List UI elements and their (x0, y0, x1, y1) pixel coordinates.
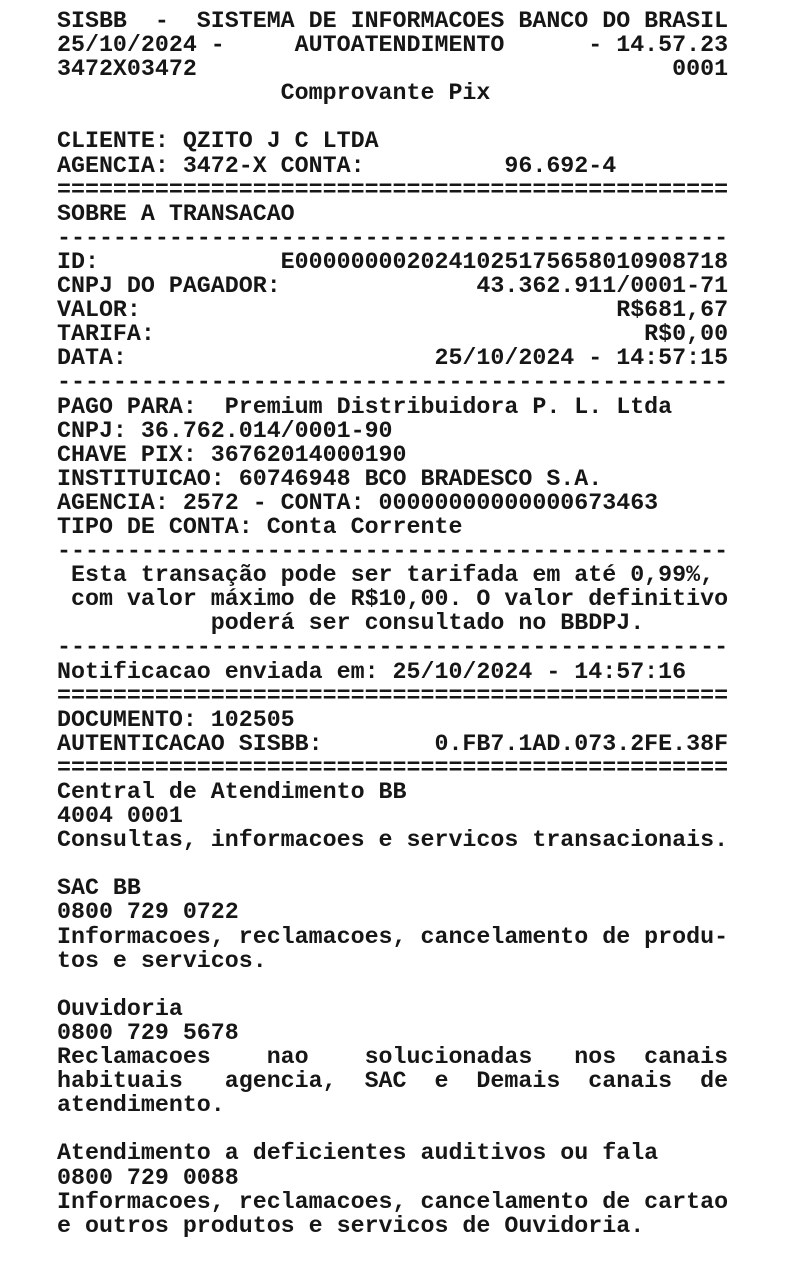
section-transaction (57, 202, 785, 395)
section-footer-ouvidoria (57, 997, 785, 1142)
fee-note-line-1: Esta transação pode ser tarifada em até 0,99%, (57, 562, 715, 589)
fee-note-line-2: com valor máximo de R$10,00. O valor definitivo (57, 586, 729, 613)
central-atendimento-title: Central de Atendimento BB (57, 779, 407, 805)
pix-key-line: CHAVE PIX: 36762014000190 (57, 441, 407, 468)
section-payee (57, 395, 785, 564)
deficientes-title: Atendimento a deficientes auditivos ou fala (57, 1140, 659, 1167)
authentication-sisbb-line: AUTENTICACAO SISBB: 0.FB7.1AD.073.2FE.38F (57, 730, 729, 757)
section-authentication (57, 708, 785, 780)
blank-line (57, 973, 785, 997)
client-name-line: CLIENTE: QZITO J C LTDA (57, 128, 379, 155)
section-fee-note (57, 563, 785, 659)
sac-phone: 0800 729 0722 (57, 899, 239, 926)
deficientes-phone: 0800 729 0088 (57, 1164, 239, 1191)
sac-description-line-1: Informacoes, reclamacoes, cancelamento de produ- (57, 923, 729, 950)
separator-dash: ------------------------------------------------ (57, 538, 729, 565)
fee-line: TARIFA: R$0,00 (57, 321, 729, 348)
separator-dash: ------------------------------------------------ (57, 224, 729, 251)
separator-dash: ------------------------------------------------ (57, 369, 729, 396)
client-account-line: AGENCIA: 3472-X CONTA: 96.692-4 (57, 152, 617, 179)
system-title-line: SISBB - SISTEMA DE INFORMACOES BANCO DO BRASIL (57, 8, 729, 34)
section-footer-deficientes (57, 1141, 785, 1237)
date-line: DATA: 25/10/2024 - 14:57:15 (57, 345, 729, 372)
ouvidoria-description-line-1: Reclamacoes nao solucionadas nos canais (57, 1044, 729, 1071)
section-notification (57, 660, 785, 708)
central-atendimento-description: Consultas, informacoes e servicos transacionais. (57, 827, 729, 854)
section-footer-central (57, 780, 785, 876)
blank-line (57, 1117, 785, 1141)
terminal-page-line: 3472X03472 0001 (57, 56, 729, 83)
receipt-title: Comprovante Pix (57, 80, 491, 107)
ouvidoria-phone: 0800 729 5678 (57, 1019, 239, 1046)
ouvidoria-title: Ouvidoria (57, 995, 183, 1022)
payer-cnpj-line: CNPJ DO PAGADOR: 43.362.911/0001-71 (57, 273, 729, 300)
blank-line (57, 852, 785, 876)
section-client (57, 129, 785, 201)
document-number-line: DOCUMENTO: 102505 (57, 706, 295, 733)
paid-to-line: PAGO PARA: Premium Distribuidora P. L. Ltda (57, 393, 673, 420)
central-atendimento-phone: 4004 0001 (57, 803, 183, 830)
separator-double: ================================================ (57, 176, 729, 203)
sac-description-line-2: tos e servicos. (57, 947, 267, 974)
ouvidoria-description-line-2: habituais agencia, SAC e Demais canais de (57, 1068, 729, 1095)
section-footer-sac (57, 876, 785, 996)
ouvidoria-description-line-3: atendimento. (57, 1092, 225, 1119)
deficientes-description-line-2: e outros produtos e servicos de Ouvidoria. (57, 1212, 645, 1239)
sac-title: SAC BB (57, 875, 141, 902)
notification-line: Notificacao enviada em: 25/10/2024 - 14:57:16 (57, 658, 687, 685)
separator-double: ================================================ (57, 682, 729, 709)
payee-account-line: AGENCIA: 2572 - CONTA: 00000000000000673463 (57, 489, 659, 516)
payee-cnpj-line: CNPJ: 36.762.014/0001-90 (57, 417, 393, 444)
separator-dash: ------------------------------------------------ (57, 634, 729, 661)
section-system-header (57, 9, 785, 129)
deficientes-description-line-1: Informacoes, reclamacoes, cancelamento de cartao (57, 1188, 729, 1215)
blank-line (57, 105, 785, 129)
value-line: VALOR: R$681,67 (57, 297, 729, 324)
account-type-line: TIPO DE CONTA: Conta Corrente (57, 513, 463, 540)
transaction-heading: SOBRE A TRANSACAO (57, 200, 295, 227)
separator-double: ================================================ (57, 754, 729, 781)
fee-note-line-3: poderá ser consultado no BBDPJ. (57, 610, 645, 637)
institution-line: INSTITUICAO: 60746948 BCO BRADESCO S.A. (57, 465, 603, 492)
session-date-time-line: 25/10/2024 - AUTOATENDIMENTO - 14.57.23 (57, 32, 729, 59)
transaction-id-line: ID: E0000000020241025175658010908718 (57, 248, 729, 275)
